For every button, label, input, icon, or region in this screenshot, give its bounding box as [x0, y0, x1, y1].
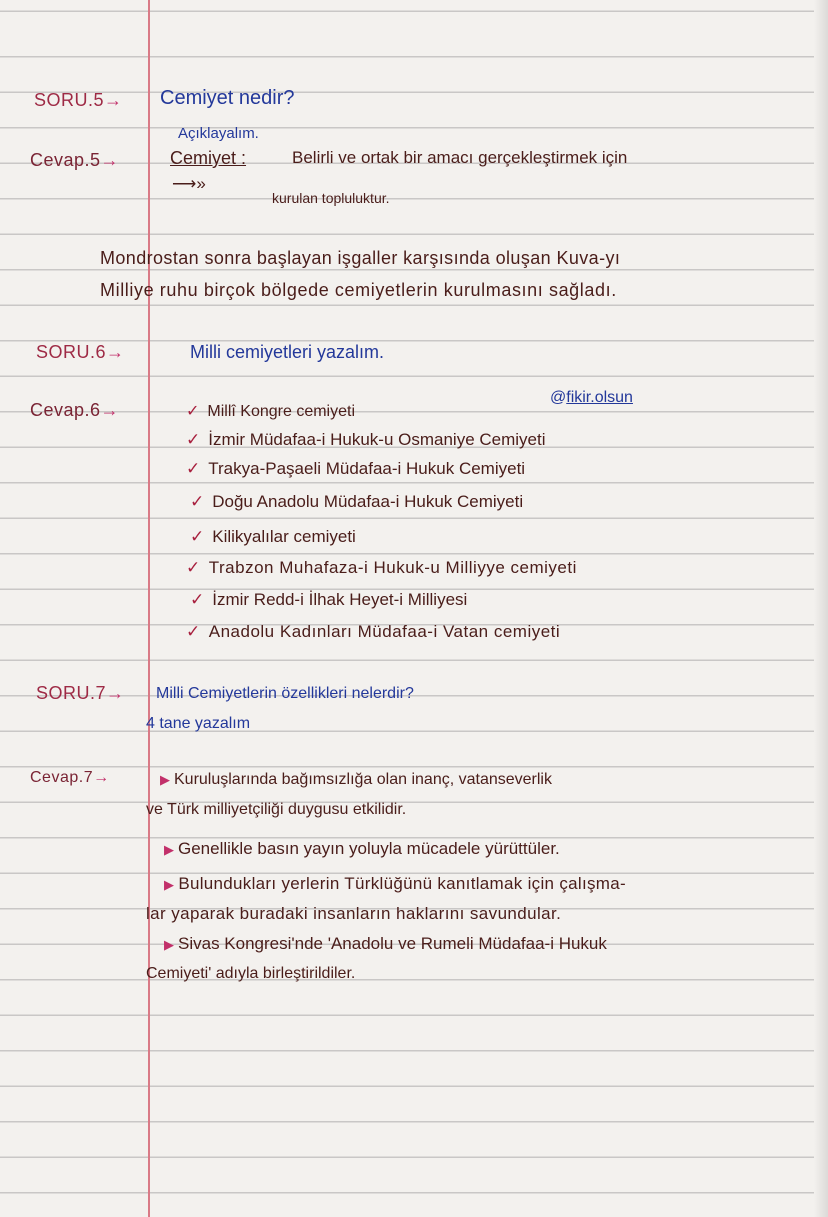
list-item	[186, 558, 577, 578]
check-icon: ✓	[190, 492, 205, 511]
question-5-sub: Açıklayalım.	[178, 125, 259, 142]
arrow-icon: →	[100, 400, 120, 420]
question-6-label	[36, 342, 125, 362]
answer-line	[164, 874, 626, 895]
arrow-icon: →	[93, 769, 110, 786]
question-5-text: Cemiyet nedir?	[160, 87, 295, 109]
line-text: Genellikle basın yayın yoluyla mücadele yürüttüler.	[178, 839, 560, 858]
list-item	[186, 430, 546, 450]
answer-line: ve Türk milliyetçiliği duygusu etkilidir.	[146, 801, 407, 818]
list-item	[190, 492, 523, 512]
question-7-sub: 4 tane yazalım	[146, 715, 251, 732]
arrow-icon: →	[106, 342, 125, 362]
answer-line	[160, 770, 552, 790]
triangle-bullet-icon: ▶	[164, 937, 174, 952]
question-5-label	[34, 90, 123, 110]
definition-arrow-icon: ⟶»	[172, 174, 206, 193]
line-text: Bulundukları yerlerin Türklüğünü kanıtlamak için çalışma-	[178, 874, 626, 893]
check-icon: ✓	[186, 459, 201, 478]
label-text: SORU.6	[36, 342, 107, 362]
item-text: Kilikyalılar cemiyeti	[212, 527, 356, 546]
answer-line: lar yaparak buradaki insanların haklarını savundular.	[146, 904, 562, 923]
label-text: SORU.7	[36, 683, 107, 703]
handle-text: fikir.olsun	[566, 389, 633, 406]
item-text: İzmir Redd-i İlhak Heyet-i Milliyesi	[212, 590, 468, 609]
item-text: Trakya-Paşaeli Müdafaa-i Hukuk Cemiyeti	[208, 459, 526, 478]
check-icon: ✓	[190, 527, 205, 546]
list-item	[190, 527, 356, 547]
definition-line-1: Belirli ve ortak bir amacı gerçekleştirmek için	[292, 148, 628, 167]
list-item	[186, 402, 355, 422]
arrow-icon: →	[106, 683, 125, 703]
question-6-text: Milli cemiyetleri yazalım.	[190, 342, 385, 362]
item-text: Anadolu Kadınları Müdafaa-i Vatan cemiyeti	[208, 622, 561, 641]
item-text: İzmir Müdafaa-i Hukuk-u Osmaniye Cemiyeti	[208, 430, 546, 449]
paragraph-line-2: Milliye ruhu birçok bölgede cemiyetlerin kurulmasını sağladı.	[100, 280, 617, 300]
arrow-icon: →	[104, 90, 123, 110]
author-handle	[550, 388, 633, 408]
answer-6-label	[30, 400, 119, 420]
margin-line	[148, 0, 150, 1217]
answer-line	[164, 934, 607, 955]
triangle-bullet-icon: ▶	[164, 877, 175, 892]
answer-line	[164, 839, 560, 860]
list-item	[190, 590, 467, 610]
answer-5-label	[30, 150, 119, 170]
label-text: Cevap.7	[30, 769, 94, 786]
check-icon: ✓	[186, 622, 201, 641]
item-text: Millî Kongre cemiyeti	[207, 403, 356, 420]
list-item	[186, 622, 560, 642]
line-text: Kuruluşlarında bağımsızlığa olan inanç, vatanseverlik	[174, 771, 552, 788]
answer-line: Cemiyeti' adıyla birleştirildiler.	[146, 965, 356, 982]
triangle-bullet-icon: ▶	[164, 842, 174, 857]
paragraph-line-1: Mondrostan sonra başlayan işgaller karşısında oluşan Kuva-yı	[100, 248, 621, 268]
definition-line-2: kurulan topluluktur.	[272, 190, 390, 206]
triangle-bullet-icon: ▶	[160, 772, 170, 787]
check-icon: ✓	[186, 558, 201, 577]
term: Cemiyet :	[170, 148, 247, 168]
label-text: SORU.5	[34, 90, 105, 110]
question-7-label	[36, 683, 125, 703]
page-edge	[814, 0, 828, 1217]
check-icon: ✓	[190, 590, 205, 609]
check-icon: ✓	[186, 403, 200, 420]
arrow-icon: →	[100, 150, 120, 170]
item-text: Doğu Anadolu Müdafaa-i Hukuk Cemiyeti	[212, 492, 524, 511]
label-text: Cevap.6	[30, 400, 101, 420]
check-icon: ✓	[186, 430, 201, 449]
question-7-text: Milli Cemiyetlerin özellikleri nelerdir?	[156, 685, 414, 702]
at-sign: @	[550, 389, 567, 406]
label-text: Cevap.5	[30, 150, 101, 170]
item-text: Trabzon Muhafaza-i Hukuk-u Milliyye cemiyeti	[208, 558, 577, 577]
answer-7-label	[30, 768, 110, 788]
list-item	[186, 459, 525, 479]
line-text: Sivas Kongresi'nde 'Anadolu ve Rumeli Müdafaa-i Hukuk	[178, 934, 607, 953]
